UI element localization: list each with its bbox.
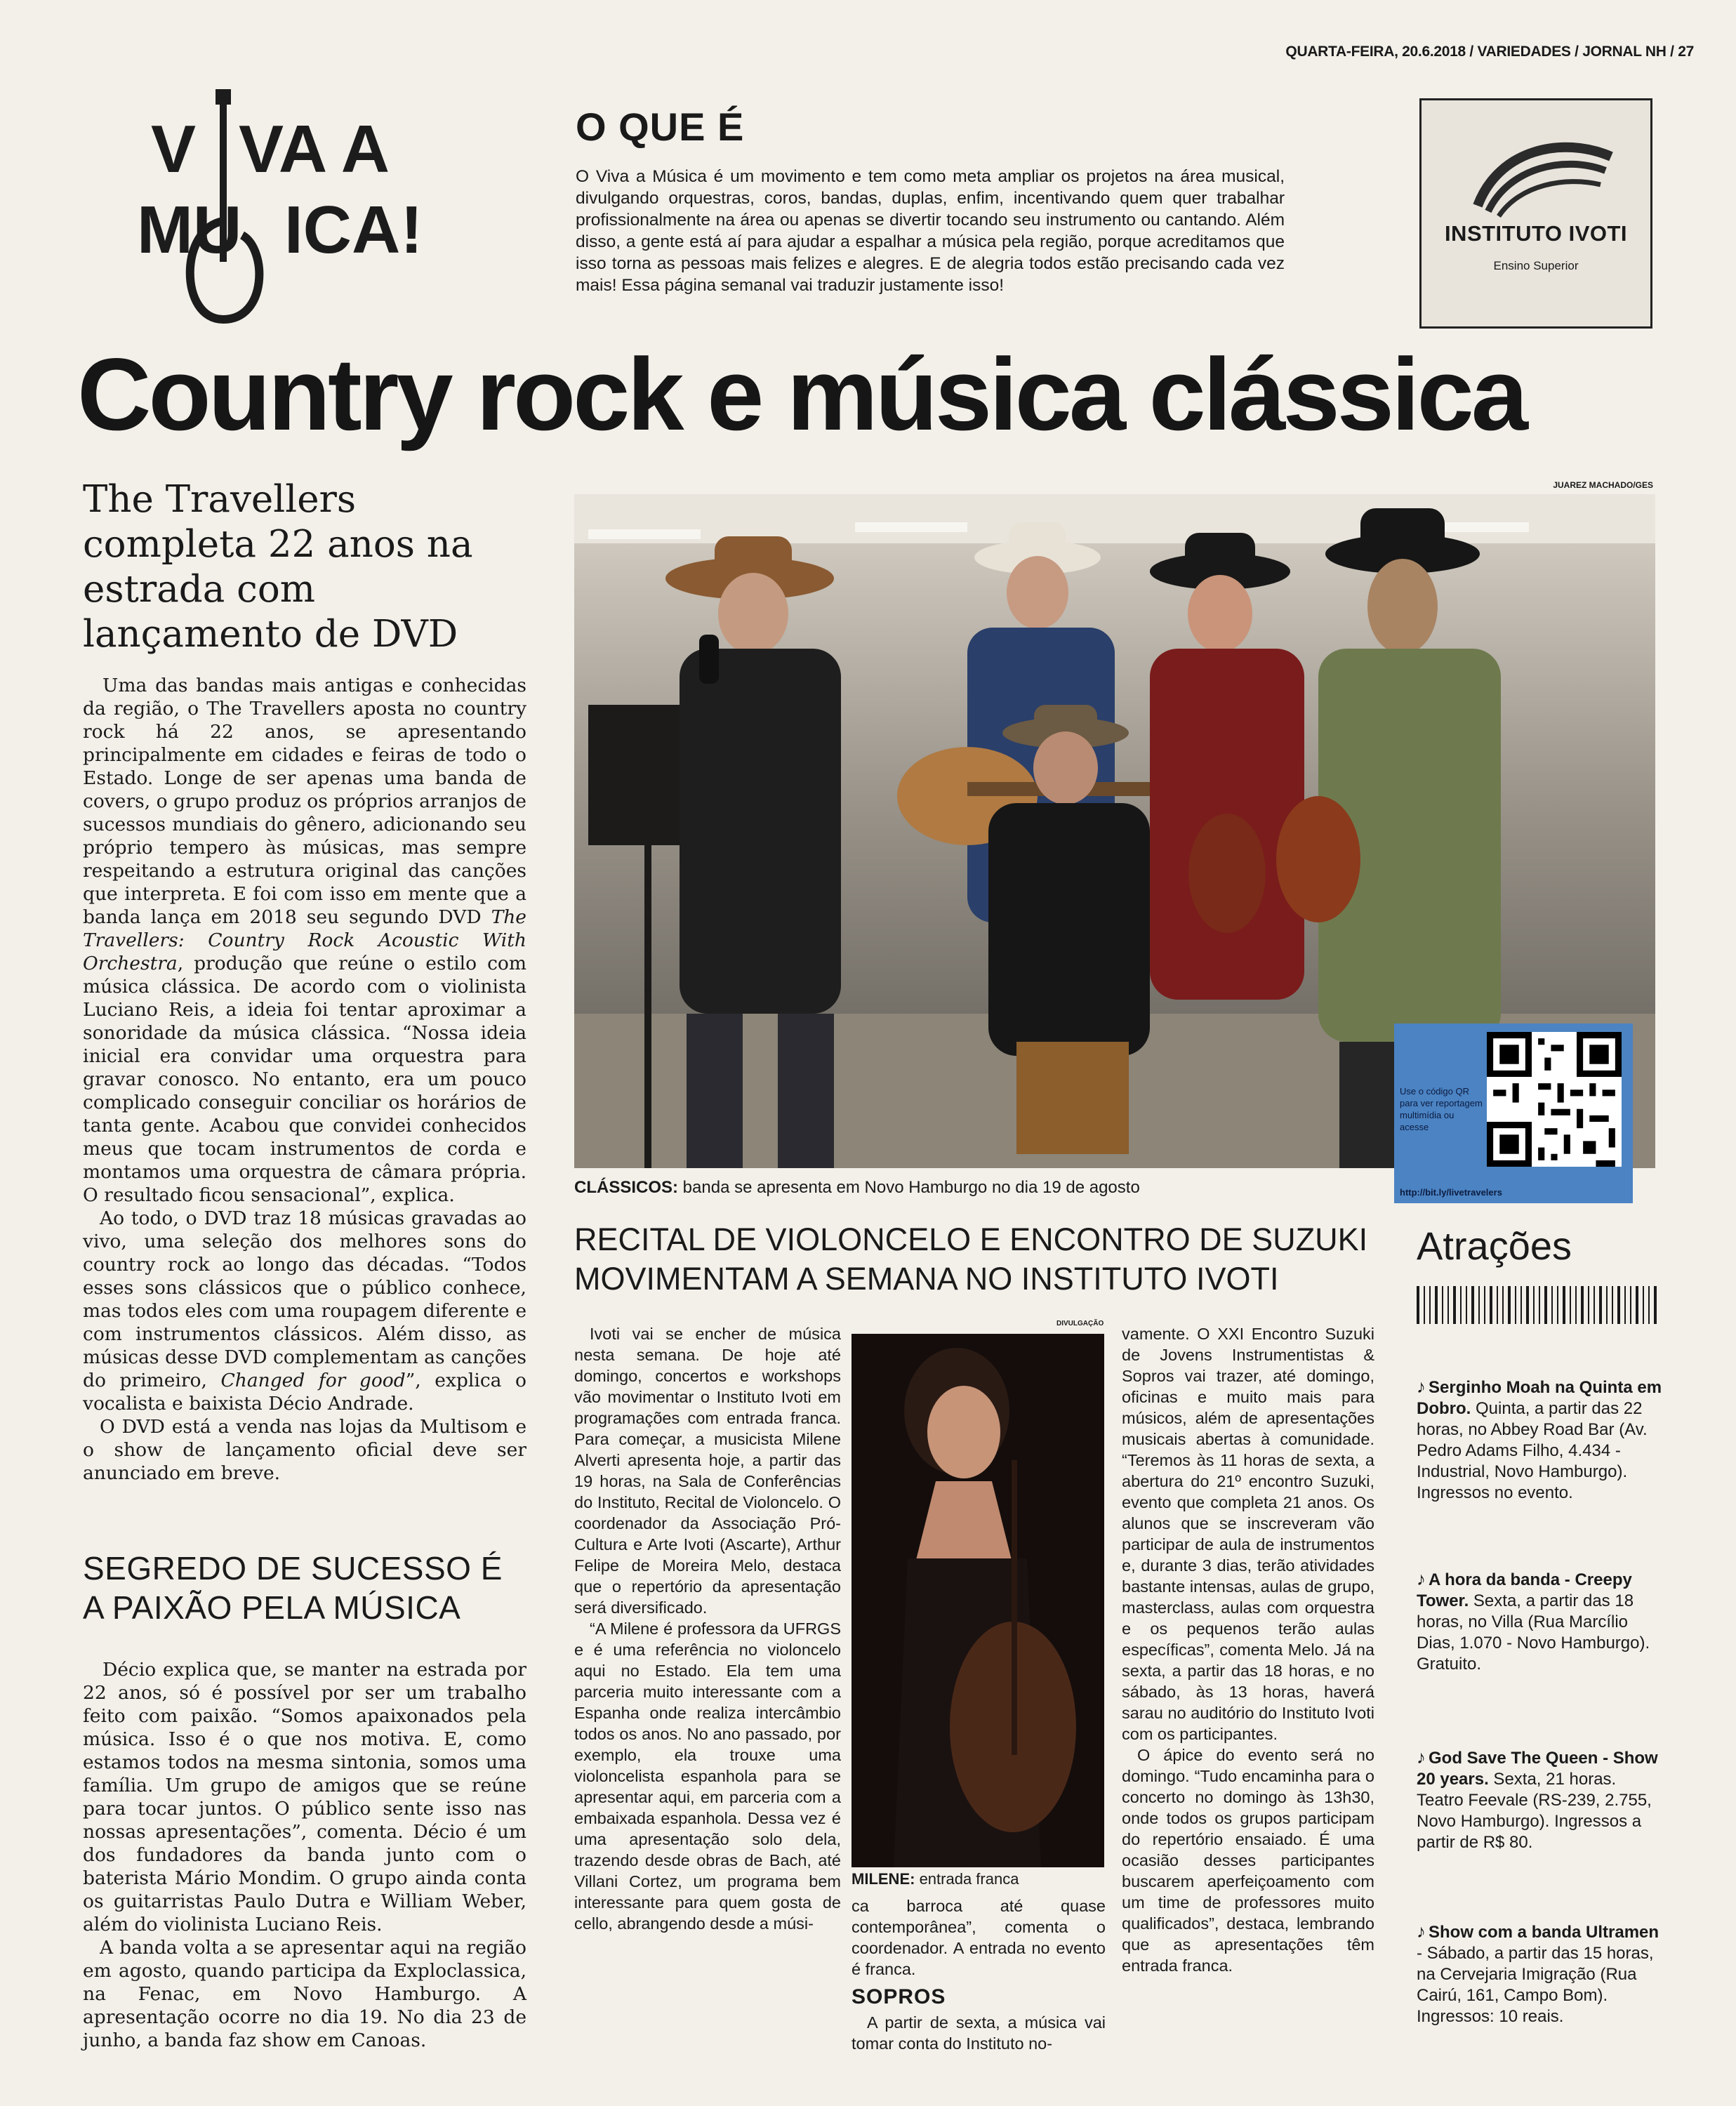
sponsor-subtitle: Ensino Superior — [1493, 259, 1579, 272]
barcode-stripe — [1654, 1286, 1657, 1324]
article-paragraph: Ivoti vai se encher de música nesta semana. De hoje até domingo, concertos e workshops vão movimentar o Instituto Ivoti em programações com entrada franca. Para começar, a musicista Milene Alverti apresenta hoje, a partir das 19 horas, na Sala de Conferências do Instituto, Recital de Violoncelo. O coordenador da Associação Pró-Cultura e Arte Ivoti (Ascarte), Arthur Felipe de Moreira Melo, destaca que o repertório da apresentação será diversificado. — [574, 1325, 841, 1617]
barcode-stripe — [1570, 1286, 1571, 1324]
barcode-stripe — [1484, 1286, 1485, 1324]
recital-column-2 — [852, 1895, 1106, 1980]
svg-text:MU: MU — [137, 192, 242, 267]
article-column-1b — [83, 1658, 526, 2052]
barcode-stripe — [1544, 1286, 1547, 1324]
cello-photo-caption: MILENE: entrada franca — [852, 1870, 1019, 1888]
article-paragraph: A partir de sexta, a música vai tomar conta do Instituto no- — [852, 2013, 1106, 2053]
recital-title: RECITAL DE VIOLONCELO E ENCONTRO DE SUZUKI MOVIMENTAM A SEMANA NO INSTITUTO IVOTI — [574, 1221, 1368, 1297]
barcode-stripe — [1588, 1286, 1589, 1324]
article-paragraph: Ao todo, o DVD traz 18 músicas gravadas ao vivo, uma seleção dos melhores sons do country rock ao longo das décadas. “Todos esses sons clássicos que o público conhece, mas todos eles com uma roupagem diferente e com instrumentos clássicos. Além disso, as músicas desse DVD complementam as canções do primeiro, Changed for good”, explica o vocalista e baixista Décio Andrade. — [83, 1207, 526, 1415]
photo-credit: JUAREZ MACHADO/GES — [1553, 480, 1653, 490]
atracao-item: ♪ God Save The Queen - Show 20 years. Sexta, 21 horas. Teatro Feevale (RS-239, 2.755, Novo Hamburgo). Ingressos a partir de R$ 80. — [1417, 1747, 1658, 1852]
article-paragraph: “A Milene é professora da UFRGS e é uma referência no violoncelo aqui no Estado. Ela tem uma parceria muito interessante com a Espanha onde realiza intercâmbio todos os anos. No ano passado, por exemplo, ela trouxe uma violoncelista espanhola para se apresentar aqui, em parceria com a embaixada espanhola. Dessa vez é uma apresentação solo dela, trazendo desde obras de Bach, até Villani Cortez, um programa bem interessante para quem gosta de cello, abrangendo desde a músi- — [574, 1620, 841, 1933]
barcode-stripe — [1478, 1286, 1480, 1324]
barcode-stripe — [1593, 1286, 1595, 1324]
qr-instructions: Use o código QR para ver reportagem multimídia ou acesse — [1400, 1086, 1483, 1132]
sopros-subhead: SOPROS — [852, 1985, 946, 2008]
svg-text:ICA!: ICA! — [284, 192, 423, 267]
barcode-stripe — [1442, 1286, 1443, 1324]
barcode-stripe — [1453, 1286, 1456, 1324]
guitar-logo-icon — [137, 88, 474, 333]
atracao-item: ♪ Serginho Moah na Quinta em Dobro. Quinta, a partir das 22 horas, no Abbey Road Bar (Av. Pedro Adams Filho, 4.434 - Industrial, Novo Hamburgo). Ingressos no evento. — [1417, 1376, 1662, 1502]
cello-photo-credit: DIVULGAÇÃO — [1056, 1320, 1104, 1327]
subhead: SEGREDO DE SUCESSO É A PAIXÃO PELA MÚSICA — [83, 1550, 503, 1626]
barcode-stripe — [1581, 1286, 1584, 1324]
article-paragraph: Uma das bandas mais antigas e conhecidas da região, o The Travellers aposta no country rock há 22 anos, se apresentando principalmente em cidades e feiras de todo o Estado. Longe de ser apenas uma banda de covers, o grupo produz os próprios arranjos de sucessos mundiais do gênero, adicionando seu próprio tempero às músicas, mas sempre respeitando a estrutura original das canções que interpreta. E foi com isso em mente que a banda lança em 2018 seu segundo DVD The Travellers: Country Rock Acoustic With Orchestra, produção que reúne o estilo com música clássica. De acordo com o violinista Luciano Reis, a ideia foi tentar aproximar a sonoridade da música clássica. “Nossa ideia inicial era convidar uma orquestra para gravar conosco. No entanto, era um pouco complicado conseguir conciliar os horários de tanta gente. Acabou que convidei conhecidos meus que tocam instrumentos de corda e montamos uma orquestra de câmara própria. O resultado ficou sensacional”, explica. — [83, 675, 526, 1206]
barcode-stripe — [1417, 1286, 1419, 1324]
barcode-stripe — [1648, 1286, 1650, 1324]
barcode-stripe — [1508, 1286, 1511, 1324]
article-paragraph: vamente. O XXI Encontro Suzuki de Jovens Instrumentistas & Sopros vai trazer, até domingo, oficinas e muito mais para músicos, além de apresentações musicais abertas à comunidade. “Teremos às 11 horas de sexta, a abertura do 21º encontro Suzuki, evento que completa 21 anos. Os alunos que se inscreveram vão participar de aula de instrumentos e, durante 3 dias, terão atividades bastante intensas, aulas de grupo, masterclass, aulas com orquestra e os pequenos terão aulas específicas”, comenta Melo. Já na sexta, a partir das 18 horas, e no sábado, às 13 horas, haverá sarau no auditório do Instituto Ivoti com os participantes. — [1122, 1325, 1374, 1743]
atracao-item: ♪ A hora da banda - Creepy Tower. Sexta, a partir das 18 horas, no Villa (Rua Marcílio Dias, 1.070 - Novo Hamburgo). Gratuito. — [1417, 1568, 1650, 1674]
barcode-stripe — [1460, 1286, 1462, 1324]
svg-text:V: V — [151, 112, 197, 187]
music-note-icon: ♪ — [1417, 1921, 1426, 1942]
dateline: QUARTA-FEIRA, 20.6.2018 / VARIEDADES / JORNAL NH / 27 — [1285, 44, 1694, 60]
barcode-stripe — [1539, 1286, 1540, 1324]
music-note-icon: ♪ — [1417, 1747, 1426, 1768]
barcode-stripe — [1429, 1286, 1431, 1324]
music-note-icon: ♪ — [1417, 1568, 1426, 1589]
barcode-stripe — [1630, 1286, 1631, 1324]
barcode-stripe — [1599, 1286, 1602, 1324]
instituto-ivoti-logo-icon — [1422, 100, 1650, 220]
headline: Country rock e música clássica — [77, 337, 1525, 451]
deck: The Travellers completa 22 anos na estrada com lançamento de DVD — [83, 478, 473, 656]
article-paragraph: O ápice do evento será no domingo. “Tudo encaminha para o concerto no domingo às 13h30, onde todos os grupos participam do repertório ensaiado. É uma ocasião desses participantes buscarem aperfeiçoamento com um time de professores muito qualificados”, destaca, lembrando que as apresentações têm entrada franca. — [1122, 1746, 1374, 1975]
atracao-item: ♪ Show com a banda Ultramen - Sábado, a partir das 15 horas, na Cervejaria Imigração (Rua Cairú, 161, Campo Bom). Ingressos: 10 reais. — [1417, 1921, 1659, 2026]
barcode-stripe — [1612, 1286, 1613, 1324]
barcode-stripe — [1515, 1286, 1516, 1324]
barcode-stripe — [1424, 1286, 1425, 1324]
qr-code-icon[interactable] — [1487, 1032, 1622, 1167]
article-column-1 — [83, 674, 526, 1485]
barcode-stripe — [1447, 1286, 1449, 1324]
barcode-stripe — [1466, 1286, 1467, 1324]
barcode-stripe — [1520, 1286, 1522, 1324]
article-paragraph: ca barroca até quase contemporânea”, comenta o coordenador. A entrada no evento é franca. — [852, 1897, 1106, 1978]
barcode-stripe — [1563, 1286, 1565, 1324]
cellist-photo — [852, 1334, 1104, 1867]
barcode-stripe — [1502, 1286, 1504, 1324]
photo-caption: CLÁSSICOS: banda se apresenta em Novo Hamburgo no dia 19 de agosto — [574, 1178, 1140, 1197]
viva-a-musica-logo — [137, 88, 474, 333]
recital-column-2b — [852, 2012, 1106, 2054]
barcode-stripe — [1435, 1286, 1438, 1324]
article-paragraph: A banda volta a se apresentar aqui na região em agosto, quando participa da Exploclassica, na Fenac, em Novo Hamburgo. A apresentação ocorre no dia 19. No dia 23 de junho, a banda faz show em Canoas. — [83, 1937, 526, 2051]
intro-title: O QUE É — [576, 105, 745, 149]
music-note-icon: ♪ — [1417, 1376, 1426, 1397]
sponsor-box — [1419, 98, 1652, 329]
recital-column-3 — [1122, 1323, 1374, 1976]
article-paragraph: O DVD está a venda nas lojas da Multisom e o show de lançamento oficial deve ser anunciado em breve. — [83, 1416, 526, 1484]
barcode-decoration-icon — [1417, 1286, 1661, 1324]
barcode-stripe — [1533, 1286, 1535, 1324]
intro-body: O Viva a Música é um movimento e tem como meta ampliar os projetos na área musical, divulgando orquestras, coros, bandas, duplas, enfim, incentivando quem quer trabalhar profissionalmente na área ou apenas se divertir tocando seu instrumento ou cantando. Além disso, a gente está aí para ajudar a espalhar a música pela região, porque acreditamos que isso torna as pessoas mais felizes e alegres. E de alegria todos estão precisando cada vez mais! Essa página semanal vai traduzir justamente isso! — [576, 167, 1285, 295]
sponsor-name: INSTITUTO IVOTI — [1444, 221, 1628, 246]
svg-text:VA A: VA A — [239, 112, 390, 187]
barcode-stripe — [1526, 1286, 1529, 1324]
barcode-stripe — [1643, 1286, 1644, 1324]
recital-column-1 — [574, 1323, 841, 1934]
barcode-stripe — [1606, 1286, 1608, 1324]
barcode-stripe — [1624, 1286, 1626, 1324]
barcode-stripe — [1617, 1286, 1620, 1324]
barcode-stripe — [1471, 1286, 1474, 1324]
barcode-stripe — [1557, 1286, 1558, 1324]
barcode-stripe — [1490, 1286, 1492, 1324]
qr-code-box[interactable] — [1394, 1024, 1633, 1203]
qr-url[interactable]: http://bit.ly/livetravelers — [1400, 1187, 1502, 1198]
cellist-photo-image — [852, 1334, 1104, 1867]
barcode-stripe — [1575, 1286, 1577, 1324]
barcode-stripe — [1636, 1286, 1638, 1324]
barcode-stripe — [1497, 1286, 1498, 1324]
barcode-stripe — [1551, 1286, 1553, 1324]
article-paragraph: Décio explica que, se manter na estrada por 22 anos, só é possível por ser um trabalho feito com paixão. “Somos apaixonados pela música. Isso é o que nos motiva. E, como estamos todos na mesma sintonia, somos uma família. Um grupo de amigos que se reúne para tocar juntos. O público sente isso nas nossas apresentações”, comenta. Décio é um dos fundadores da banda junto com o baterista Mário Mondim. O grupo ainda conta os guitarristas Paulo Dutra e William Weber, além do violinista Luciano Reis. — [83, 1659, 526, 1935]
atracoes-title: Atrações — [1417, 1224, 1572, 1268]
